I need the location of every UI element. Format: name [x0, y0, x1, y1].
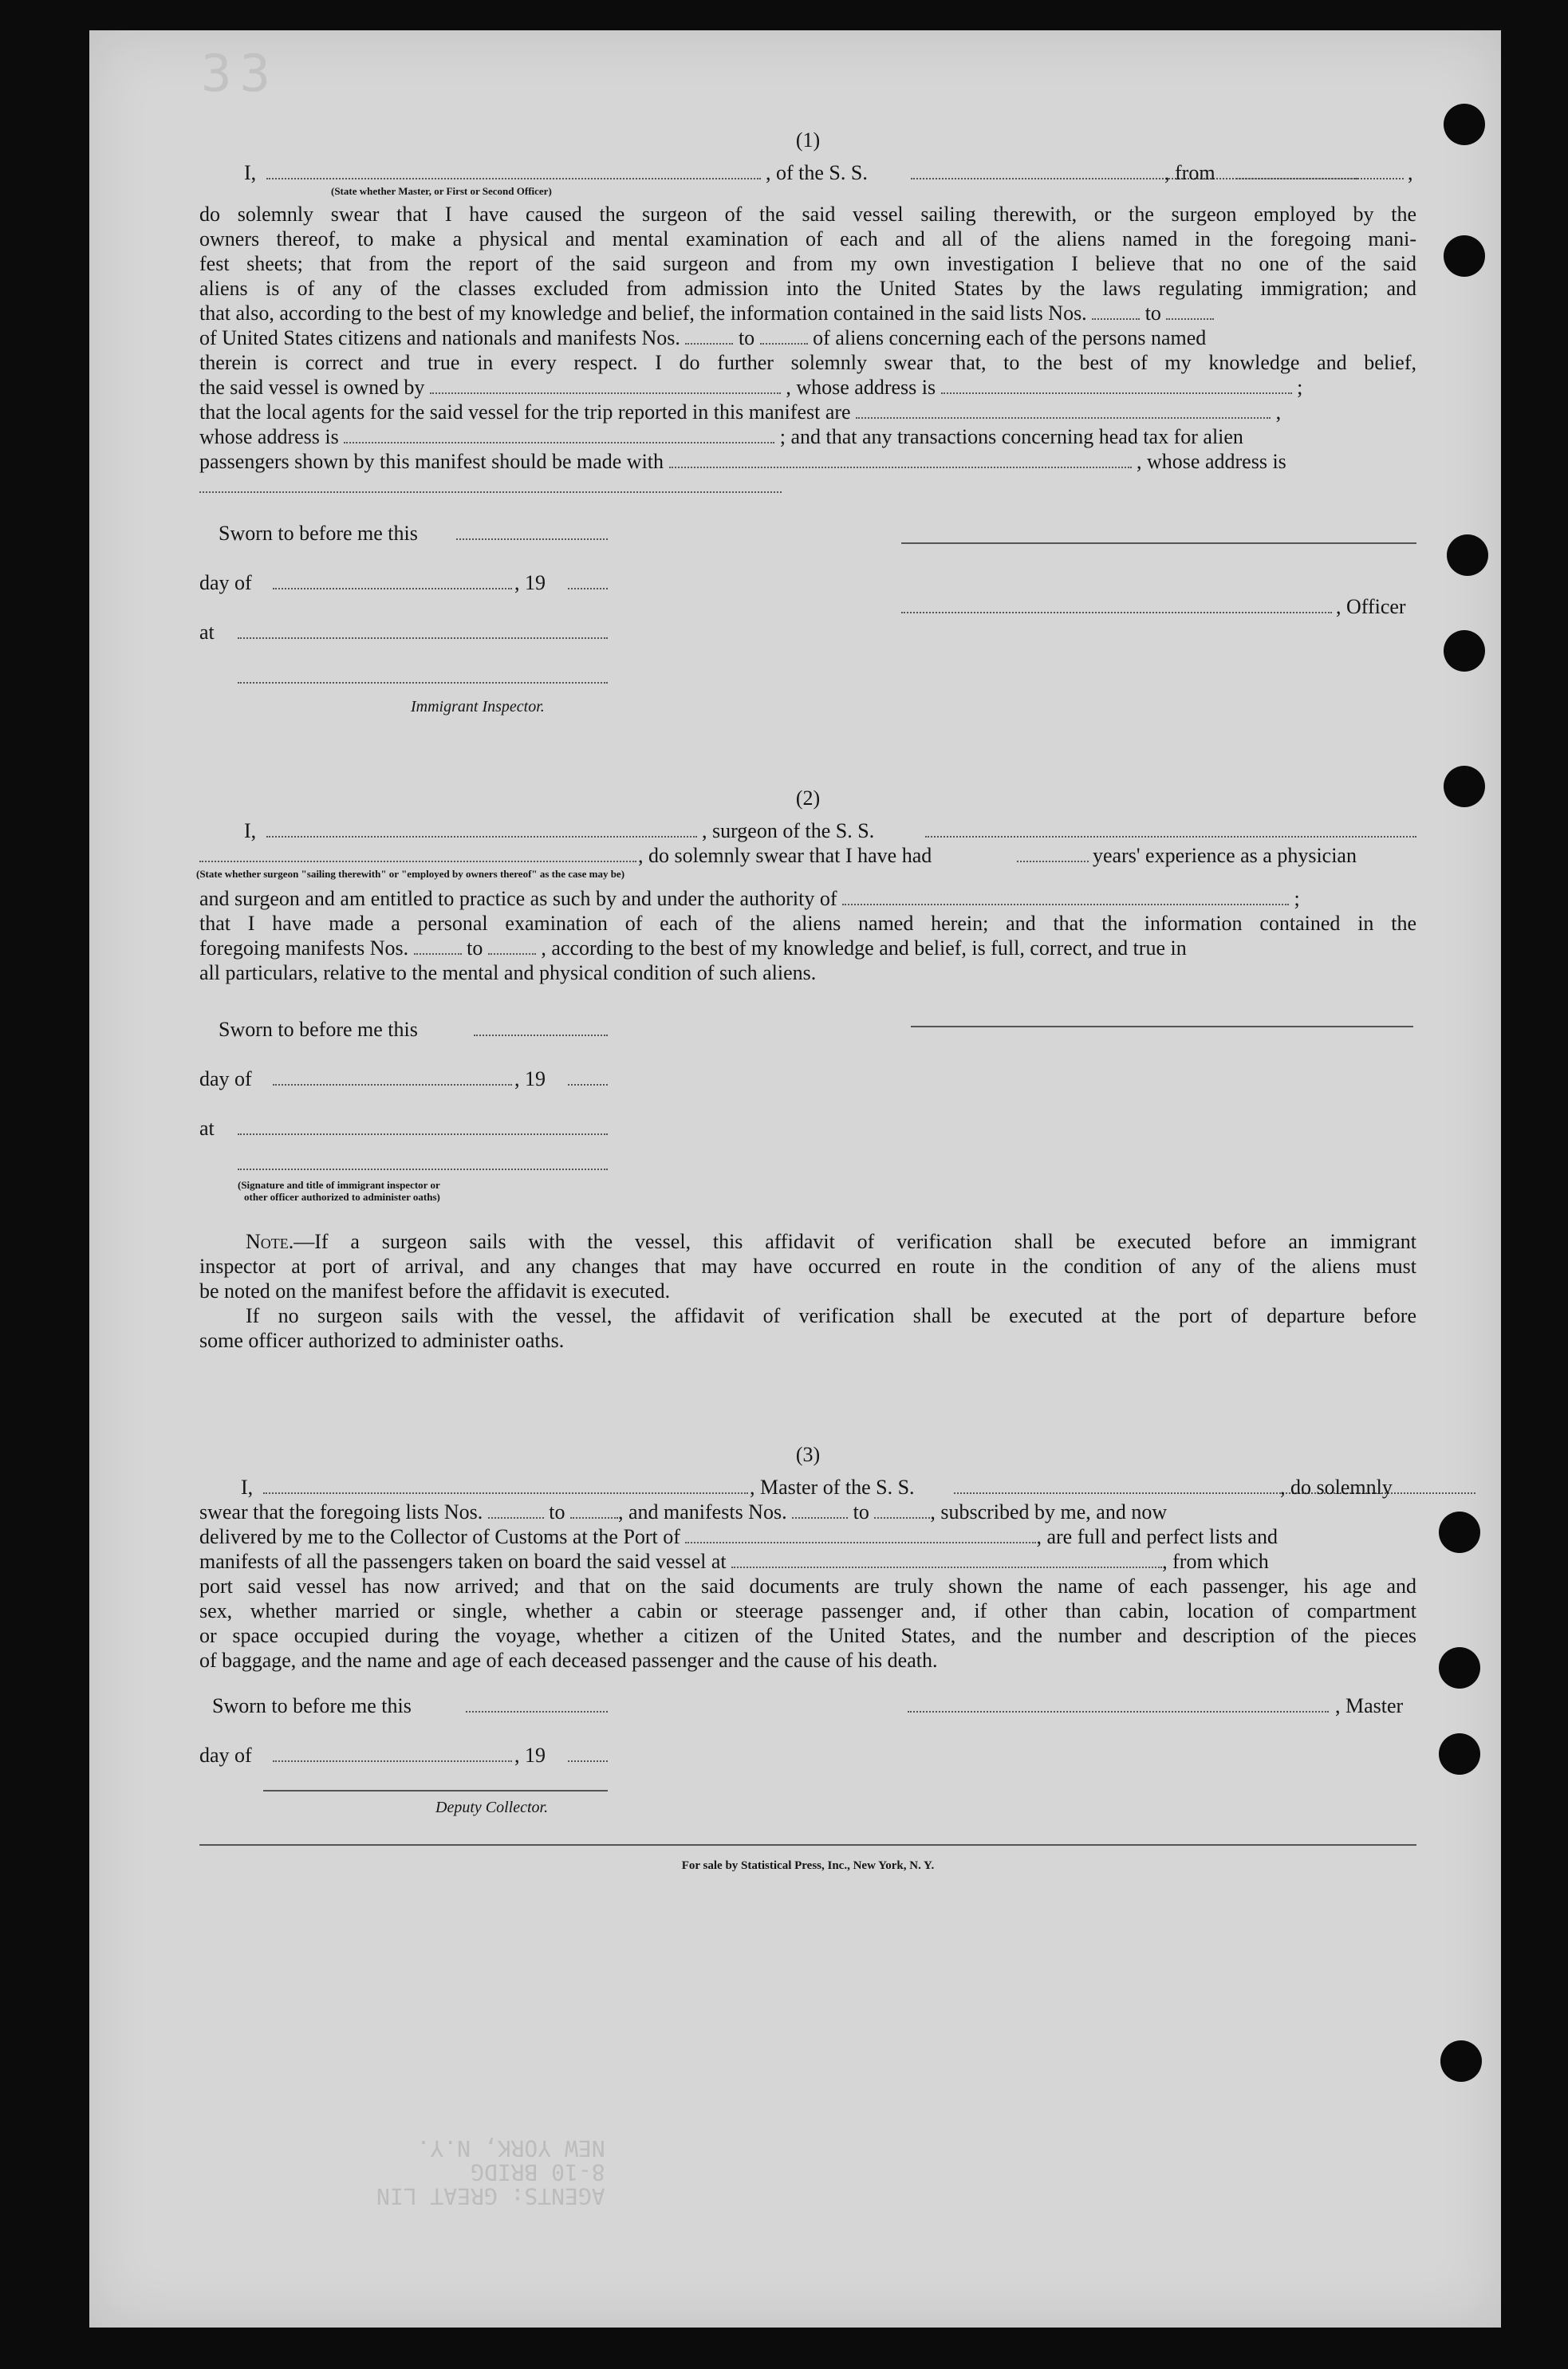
oath-paragraph — [199, 202, 1416, 499]
lists-to-field[interactable] — [1166, 301, 1214, 320]
punct: , — [1408, 161, 1413, 184]
authority-field[interactable] — [842, 886, 1289, 905]
oath-paragraph — [199, 886, 1416, 985]
sworn-label: Sworn to before me this — [219, 1018, 418, 1041]
oath-line — [199, 843, 1416, 868]
bleed-through-stamp — [376, 2136, 605, 2208]
text: and surgeon and am entitled to practice as such by and under the authority of — [199, 887, 837, 910]
sworn-label: Sworn to before me this — [212, 1694, 412, 1717]
para-line: port said vessel has now arrived; and that on the said documents are truly shown the name of each passenger, his age and — [199, 1575, 1416, 1598]
day-of-label: day of — [199, 1067, 252, 1090]
oath-line — [199, 818, 1416, 843]
officer-field[interactable] — [266, 160, 761, 179]
day-of-label: day of — [199, 1744, 252, 1767]
officer-signature-field[interactable] — [901, 594, 1332, 613]
oath-line — [199, 1475, 1416, 1500]
text: delivered by me to the Collector of Customs at the Port of — [199, 1525, 680, 1548]
year-field[interactable] — [568, 1743, 608, 1762]
text: foregoing manifests Nos. — [199, 936, 409, 960]
text: of aliens concerning each of the persons named — [813, 326, 1207, 349]
manifests-from-field[interactable] — [414, 936, 462, 955]
day-of-field[interactable] — [273, 1066, 512, 1086]
sworn-date-field[interactable] — [474, 1017, 608, 1036]
at-field[interactable] — [238, 620, 608, 639]
day-of-field[interactable] — [273, 570, 512, 589]
inspector-caption: Immigrant Inspector. — [411, 698, 545, 715]
day-of-field[interactable] — [273, 1743, 512, 1762]
years-field[interactable] — [1017, 843, 1089, 862]
para-line — [199, 424, 1416, 449]
manifests-to-field[interactable] — [760, 325, 808, 345]
para-line: do solemnly swear that I have caused the surgeon of the said vessel sailing therewith, or the surgeon employed by the — [199, 203, 1416, 226]
port-field[interactable] — [685, 1524, 1036, 1543]
master-label: , Master of the S. S. — [750, 1476, 915, 1499]
lists-from-field[interactable] — [1092, 301, 1140, 320]
binder-hole — [1447, 534, 1488, 576]
para-line — [199, 1549, 1416, 1574]
sworn-date-field[interactable] — [456, 521, 608, 540]
text: , whose address is — [786, 376, 936, 399]
printer-footer: For sale by Statistical Press, Inc., New York, N. Y. — [681, 1859, 935, 1872]
vessel-field[interactable] — [954, 1475, 1475, 1494]
form-content — [196, 128, 1416, 1878]
from-label: , from — [1164, 161, 1215, 184]
at-label: at — [199, 621, 215, 644]
text: , and manifests Nos. — [618, 1500, 787, 1523]
year-label: , 19 — [514, 1067, 546, 1090]
binder-hole — [1439, 1647, 1480, 1689]
text: to — [738, 326, 755, 349]
note-line: be noted on the manifest before the affidavit is executed. — [199, 1279, 671, 1303]
master-signature-field[interactable] — [908, 1693, 1329, 1713]
signature-line[interactable] — [901, 542, 1416, 544]
note-label: Note. — [246, 1230, 294, 1253]
stamp-line: 8-10 BRIDG — [471, 2159, 605, 2186]
inspector-signature-field[interactable] — [238, 664, 608, 684]
stamp-line: NEW YORK, N.Y. — [416, 2135, 605, 2162]
lists-from-field[interactable] — [488, 1500, 544, 1519]
punct: , — [1275, 400, 1282, 424]
text: to — [853, 1500, 869, 1523]
sworn-block-2 — [199, 1017, 1416, 1216]
field-caption: (State whether surgeon "sailing therewith" or "employed by owners thereof" as the case may be) — [196, 868, 625, 880]
year-field[interactable] — [568, 1066, 608, 1086]
year-label: , 19 — [514, 1744, 546, 1767]
section-number: (1) — [795, 128, 821, 152]
punct: ; — [1294, 887, 1300, 910]
para-line: sex, whether married or single, whether a cabin or steerage passenger and, if other than cabin, location of compartment — [199, 1599, 1416, 1622]
note-line — [199, 1229, 1416, 1254]
caption-line: other officer authorized to administer oaths) — [244, 1191, 440, 1203]
note-line: some officer authorized to administer oaths. — [199, 1329, 565, 1352]
head-tax-field[interactable] — [669, 449, 1132, 468]
text: the said vessel is owned by — [199, 376, 425, 399]
agents-address-field[interactable] — [344, 424, 774, 443]
oath-line — [199, 160, 1416, 185]
para-line — [199, 1524, 1416, 1549]
text: passengers shown by this manifest should be made with — [199, 450, 664, 473]
binder-hole — [1440, 2040, 1482, 2082]
pronoun-label: I, — [241, 1476, 254, 1499]
agents-field[interactable] — [856, 400, 1271, 419]
para-line: of baggage, and the name and age of each deceased passenger and the cause of his death. — [199, 1649, 938, 1672]
footer-rule — [199, 1843, 1416, 1846]
binder-hole — [1439, 1512, 1480, 1553]
para-line: aliens is of any of the classes excluded from admission into the United States by the laws regulating immigration; and — [199, 277, 1416, 300]
master-name-field[interactable] — [263, 1475, 748, 1494]
text: that also, according to the best of my knowledge and belief, the information contained in the said lists Nos. — [199, 302, 1087, 325]
para-line — [199, 449, 1416, 474]
para-line: that I have made a personal examination of each of the aliens named herein; and that the information contained in the — [199, 912, 1416, 935]
text: , according to the best of my knowledge and belief, is full, correct, and true in — [541, 936, 1187, 960]
owner-field[interactable] — [430, 375, 781, 394]
year-field[interactable] — [568, 570, 608, 589]
manifests-to-field[interactable] — [488, 936, 536, 955]
para-line — [199, 301, 1416, 325]
page-mark: 33 — [201, 45, 279, 104]
pronoun-label: I, — [244, 161, 257, 184]
text: ; and that any transactions concerning head tax for alien — [779, 425, 1243, 448]
para-line: or space occupied during the voyage, whether a citizen of the United States, and the number and description of the pieces — [199, 1624, 1416, 1647]
text: , from which — [1162, 1550, 1269, 1573]
binder-hole — [1444, 235, 1485, 277]
sworn-block-3 — [199, 1693, 1416, 1816]
sworn-block-1 — [199, 521, 1416, 720]
text: , do solemnly swear that I have had — [638, 844, 932, 867]
note-line: If no surgeon sails with the vessel, the affidavit of verification shall be executed at the port of departure before — [246, 1304, 1416, 1327]
surgeon-status-field[interactable] — [199, 843, 636, 862]
text: —If a surgeon sails with the vessel, this affidavit of verification shall be executed before an immigrant — [294, 1230, 1416, 1253]
para-line — [199, 886, 1416, 911]
text: , subscribed by me, and now — [930, 1500, 1168, 1523]
at-field[interactable] — [238, 1116, 608, 1135]
punct: ; — [1297, 376, 1303, 399]
surgeon-name-field[interactable] — [266, 818, 697, 838]
vessel-label: , of the S. S. — [766, 161, 868, 184]
note-line: inspector at port of arrival, and any changes that may have occurred en route in the condition of any of the aliens must — [199, 1255, 1416, 1278]
para-line — [199, 936, 1416, 960]
para-line — [199, 325, 1416, 350]
text: to — [549, 1500, 565, 1523]
deputy-signature-line[interactable] — [263, 1789, 608, 1792]
sworn-label: Sworn to before me this — [219, 522, 418, 545]
field-caption: (State whether Master, or First or Second Officer) — [331, 185, 552, 197]
text: , whose address is — [1137, 450, 1286, 473]
sworn-date-field[interactable] — [466, 1693, 608, 1713]
text: manifests of all the passengers taken on board the said vessel at — [199, 1550, 727, 1573]
para-line — [199, 474, 1416, 499]
year-label: , 19 — [514, 571, 546, 594]
manifests-to-field[interactable] — [874, 1500, 930, 1519]
manifests-from-field[interactable] — [792, 1500, 848, 1519]
binder-hole — [1444, 104, 1485, 145]
day-of-label: day of — [199, 571, 252, 594]
para-line — [199, 1500, 1416, 1524]
pronoun-label: I, — [244, 819, 257, 842]
text: of United States citizens and nationals and manifests Nos. — [199, 326, 680, 349]
para-line: therein is correct and true in every respect. I do further solemnly swear that, to the best of my knowledge and belief, — [199, 351, 1416, 374]
binder-hole — [1444, 766, 1485, 807]
text: , are full and perfect lists and — [1036, 1525, 1278, 1548]
text: to — [1144, 302, 1161, 325]
section-number: (2) — [795, 786, 821, 810]
stamp-line: AGENTS: GREAT LIN — [376, 2183, 605, 2209]
caption-line: (Signature and title of immigrant inspector or — [238, 1179, 440, 1191]
deputy-caption: Deputy Collector. — [435, 1799, 549, 1816]
at-label: at — [199, 1117, 215, 1140]
text: swear that the foregoing lists Nos. — [199, 1500, 483, 1523]
oath-paragraph — [199, 1500, 1416, 1673]
owner-address-field[interactable] — [941, 375, 1292, 394]
officer-label: , Officer — [1336, 595, 1406, 618]
from-field[interactable] — [1236, 160, 1404, 179]
signature-caption — [238, 1179, 440, 1203]
vessel-field[interactable] — [925, 818, 1416, 838]
binder-hole — [1439, 1733, 1480, 1775]
para-line — [199, 400, 1416, 424]
lists-to-field[interactable] — [570, 1500, 618, 1519]
binder-hole — [1444, 630, 1485, 672]
embark-port-field[interactable] — [731, 1549, 1162, 1568]
text: years' experience as a physician — [1093, 844, 1357, 867]
text: to — [467, 936, 483, 960]
officer-signature-field[interactable] — [238, 1151, 608, 1170]
para-line: owners thereof, to make a physical and mental examination of each and all of the aliens named in the foregoing mani- — [199, 227, 1416, 250]
text: , do solemnly — [1280, 1476, 1393, 1499]
text: whose address is — [199, 425, 339, 448]
surgeon-signature-line[interactable] — [911, 1025, 1413, 1027]
master-sig-label: , Master — [1335, 1694, 1404, 1717]
surgeon-label: , surgeon of the S. S. — [702, 819, 875, 842]
section-number: (3) — [795, 1443, 821, 1466]
para-line — [199, 375, 1416, 400]
note-block — [199, 1229, 1416, 1353]
head-tax-address-field[interactable] — [199, 474, 782, 493]
para-line: all particulars, relative to the mental and physical condition of such aliens. — [199, 961, 817, 984]
manifests-from-field[interactable] — [685, 325, 733, 345]
para-line: fest sheets; that from the report of the said surgeon and from my own investigation I believe that no one of the said — [199, 252, 1416, 275]
text: that the local agents for the said vessel for the trip reported in this manifest are — [199, 400, 851, 424]
